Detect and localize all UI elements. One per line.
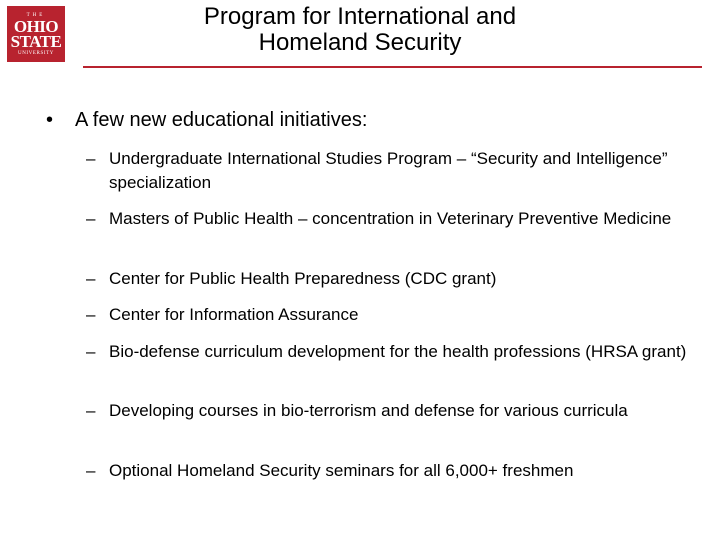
dash-marker: – <box>86 401 96 420</box>
dash-marker: – <box>86 209 96 228</box>
dash-marker: – <box>86 342 96 361</box>
list-item-text: Optional Homeland Security seminars for all 6,000+ freshmen <box>109 461 574 480</box>
logo-state: STATE <box>10 32 62 51</box>
list-item-text: Center for Public Health Preparedness (CDC grant) <box>109 269 497 288</box>
list-item-text: Center for Information Assurance <box>109 305 359 324</box>
dash-marker: – <box>86 461 96 480</box>
slide-title <box>140 4 580 56</box>
list-item-text: Bio-defense curriculum development for the health professions (HRSA grant) <box>109 342 687 361</box>
dash-marker: – <box>86 305 96 324</box>
slide-title-line1: Program for International and <box>203 3 517 30</box>
list-item-text: Masters of Public Health – concentration in Veterinary Preventive Medicine <box>109 209 672 228</box>
title-divider <box>83 66 702 68</box>
dash-marker: – <box>86 149 96 168</box>
logo-the: THE <box>26 13 46 18</box>
logo-university: UNIVERSITY <box>18 51 54 56</box>
main-bullet-text: A few new educational initiatives: <box>75 109 368 131</box>
bullet-marker: • <box>46 109 54 131</box>
list-item-text: Undergraduate International Studies Program – “Security and Intelligence” specialization <box>109 149 668 192</box>
slide-title-line2: Homeland Security <box>258 29 462 56</box>
ohio-state-logo <box>7 6 65 62</box>
logo-ohio: OHIO <box>13 17 59 36</box>
dash-marker: – <box>86 269 96 288</box>
list-item-text: Developing courses in bio-terrorism and defense for various curricula <box>109 401 628 420</box>
